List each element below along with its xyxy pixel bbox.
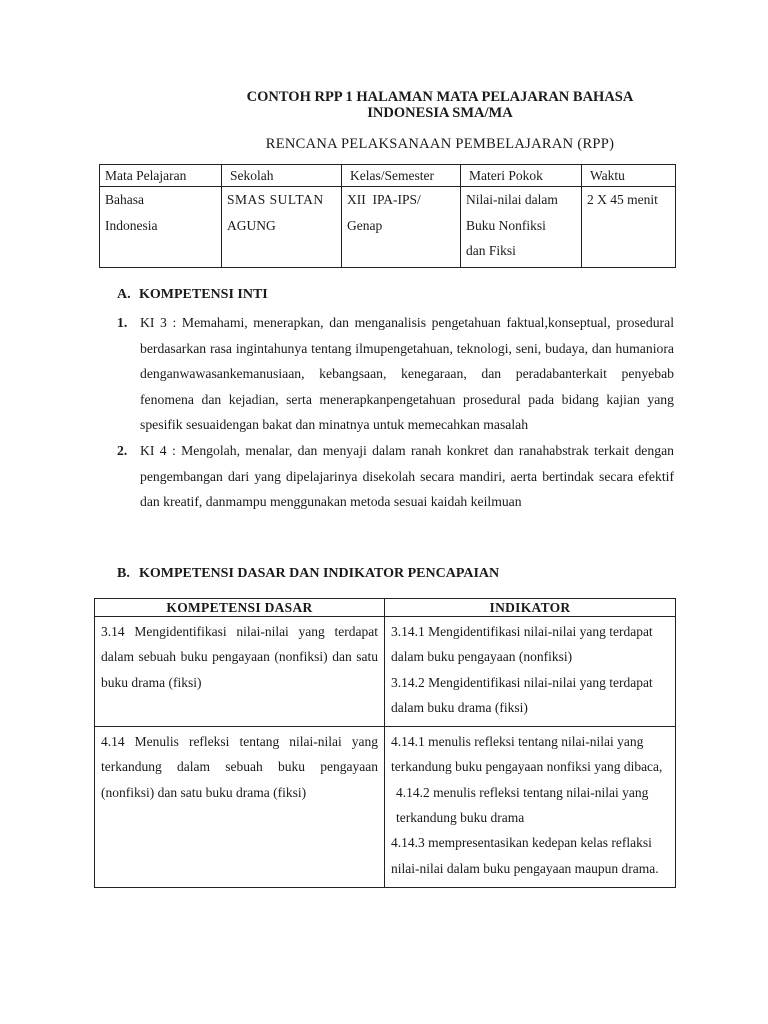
info-table-header-row [100,165,676,187]
indikator-cell [385,727,676,888]
section-b-marker: B. [117,566,130,581]
header-materi-pokok: Materi Pokok [461,165,582,187]
indikator-item: 3.14.1 Mengidentifikasi nilai-nilai yang terdapat dalam buku pengayaan (nonfiksi) [391,624,653,665]
cell-line: SMAS SULTAN [227,192,324,207]
header-kompetensi-dasar: KOMPETENSI DASAR [95,599,385,617]
header-sekolah: Sekolah [222,165,342,187]
list-item-ki3 [117,310,674,438]
header-kelas-semester: Kelas/Semester [342,165,461,187]
title-line-1: CONTOH RPP 1 HALAMAN MATA PELAJARAN BAHASA [246,89,634,105]
page-subtitle: RENCANA PELAKSANAAN PEMBELAJARAN (RPP) [265,136,615,152]
header-mata-pelajaran: Mata Pelajaran [100,165,222,187]
kd-cell: 4.14 Menulis refleksi tentang nilai-nilai yang terkandung dalam sebuah buku pengayaan (nonfiksi) dan satu buku drama (fiksi) [95,727,385,888]
header-indikator: INDIKATOR [385,599,676,617]
title-line-2: INDONESIA SMA/MA [367,105,513,121]
cell-line: Indonesia [105,217,158,233]
kd-indikator-table [94,598,676,888]
kompetensi-inti-list [117,310,674,515]
cell-line: 2 X 45 menit [587,192,658,207]
cell-line: Bahasa [105,192,144,207]
kd-cell: 3.14 Mengidentifikasi nilai-nilai yang terdapat dalam sebuah buku pengayaan (nonfiksi) dan satu buku drama (fiksi) [95,617,385,727]
info-table-row [100,187,676,268]
list-item-number: 1. [117,315,128,330]
header-waktu: Waktu [582,165,676,187]
indikator-item: 4.14.2 menulis refleksi tentang nilai-nilai yang terkandung buku drama [396,784,649,826]
indikator-item: 4.14.3 mempresentasikan kedepan kelas reflaksi nilai-nilai dalam buku pengayaan maupun drama. [391,835,659,876]
section-b-heading [117,566,499,582]
cell-waktu [582,187,676,268]
indikator-item: 3.14.2 Mengidentifikasi nilai-nilai yang terdapat dalam buku drama (fiksi) [391,674,653,715]
cell-line: Genap [347,217,383,233]
info-table [99,164,676,268]
cell-kelas-semester [342,187,461,268]
section-a-title: KOMPETENSI INTI [139,287,268,302]
cell-materi-pokok [461,187,582,268]
cell-line: Nilai-nilai dalam [466,192,558,207]
table-row [95,617,676,727]
kd-table-header-row [95,599,676,617]
section-a-marker: A. [117,287,131,302]
cell-line: Buku Nonfiksi [466,217,546,233]
cell-sekolah [222,187,342,268]
cell-line: dan Fiksi [466,243,516,258]
list-item-text: KI 3 : Memahami, menerapkan, dan menganalisis pengetahuan faktual,konseptual, prosedural berdasarkan rasa ingintahunya tentang ilmupengetahuan, teknologi, seni, budaya, dan humaniora denganwawasankemanusiaan, kebangsaan, kenegaraan, dan peradabanterkait penyebab fenomena dan kejadian, serta menerapkanpengetahuan prosedural pada bidang kajian yang spesifik sesuaidengan bakat dan minatnya untuk memecahkan masalah [140,315,674,433]
cell-line: AGUNG [227,217,276,233]
table-row [95,727,676,888]
section-b-title: KOMPETENSI DASAR DAN INDIKATOR PENCAPAIAN [139,566,500,581]
indikator-cell [385,617,676,727]
list-item-text: KI 4 : Mengolah, menalar, dan menyaji dalam ranah konkret dan ranahabstrak terkait dengan pengembangan dari yang dipelajarinya disekolah secara mandiri, aerta bertindak secara efektif dan kreatif, danmampu menggunakan metoda sesuai kaidah keilmuan [140,442,674,510]
cell-line: XII IPA-IPS/ [347,192,421,207]
cell-mata-pelajaran [100,187,222,268]
page-title [160,89,720,121]
list-item-ki4 [117,438,674,515]
indikator-item: 4.14.1 menulis refleksi tentang nilai-nilai yang terkandung buku pengayaan nonfiksi yang dibaca, [391,734,663,775]
list-item-number: 2. [117,442,128,458]
section-a-heading [117,287,268,303]
